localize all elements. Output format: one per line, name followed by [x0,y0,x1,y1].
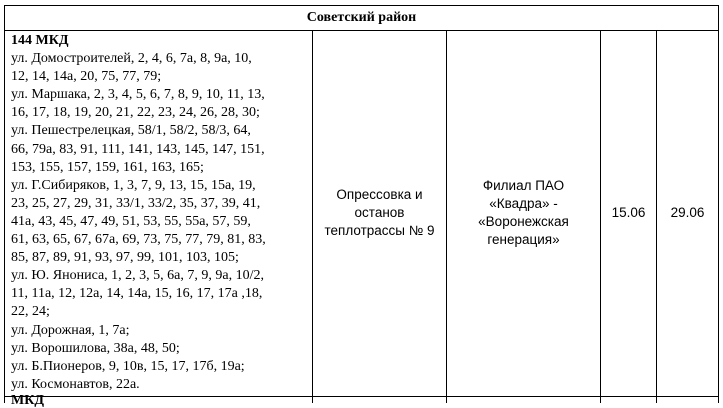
address-line: ул. Пешестрелецкая, 58/1, 58/2, 58/3, 64, [11,123,251,139]
address-line: ул. Космонавтов, 22а. [11,376,140,392]
address-cell [5,31,313,397]
address-line: 23, 25, 27, 29, 31, 33/1, 33/2, 35, 37, 39, 41, [11,195,261,211]
next-row-cell [313,396,447,403]
next-row-cell [657,396,719,403]
work-type-cell: Опрессовка и останов теплотрассы № 9 [313,31,447,397]
organization-cell: Филиал ПАО «Квадра» - «Воронежская генерация» [447,31,601,397]
address-line: 41а, 43, 45, 47, 49, 51, 53, 55, 55а, 57, 59, [11,213,251,229]
address-line: 85, 87, 89, 91, 93, 97, 99, 101, 103, 105; [11,250,239,266]
address-line: 153, 155, 157, 159, 161, 163, 165; [11,159,204,175]
next-row-fragment: МКД [11,392,44,408]
address-line: 66, 79а, 83, 91, 111, 141, 143, 145, 147, 151, [11,141,265,157]
address-line: ул. Домостроителей, 2, 4, 6, 7а, 8, 9а, 10, [11,51,252,67]
address-line: 12, 14, 14а, 20, 75, 77, 79; [11,69,162,85]
next-row-cell [601,396,657,403]
end-date-cell: 29.06 [657,31,719,397]
next-row-cell [5,392,313,408]
address-line: 61, 63, 65, 67, 67а, 69, 73, 75, 77, 79, 81, 83, [11,232,266,248]
address-line: ул. Дорожная, 1, 7а; [11,322,130,338]
address-line: ул. Маршака, 2, 3, 4, 5, 6, 7, 8, 9, 10, 11, 13, [11,87,265,103]
address-line: 16, 17, 18, 19, 20, 21, 22, 23, 24, 26, 28, 30; [11,105,260,121]
address-line: ул. Ворошилова, 38а, 48, 50; [11,340,180,356]
address-line: ул. Ю. Янониса, 1, 2, 3, 5, 6а, 7, 9, 9а, 10/2, [11,268,264,284]
document-page [4,5,718,408]
district-header-row [5,6,719,31]
outage-table [4,5,719,408]
next-row-cell [447,396,601,403]
building-count: 144 МКД [11,33,69,48]
table-row [5,396,719,403]
address-list [11,50,308,394]
address-line: ул. Г.Сибиряков, 1, 3, 7, 9, 13, 15, 15а, 19, [11,177,256,193]
address-line: ул. Б.Пионеров, 9, 10в, 15, 17, 17б, 19а; [11,358,245,374]
table-row [5,31,719,397]
address-line: 11, 11а, 12, 12а, 14, 14а, 15, 16, 17, 17а ,18, [11,286,263,302]
district-header: Советский район [5,6,719,31]
start-date-cell: 15.06 [601,31,657,397]
address-line: 22, 24; [11,304,50,320]
